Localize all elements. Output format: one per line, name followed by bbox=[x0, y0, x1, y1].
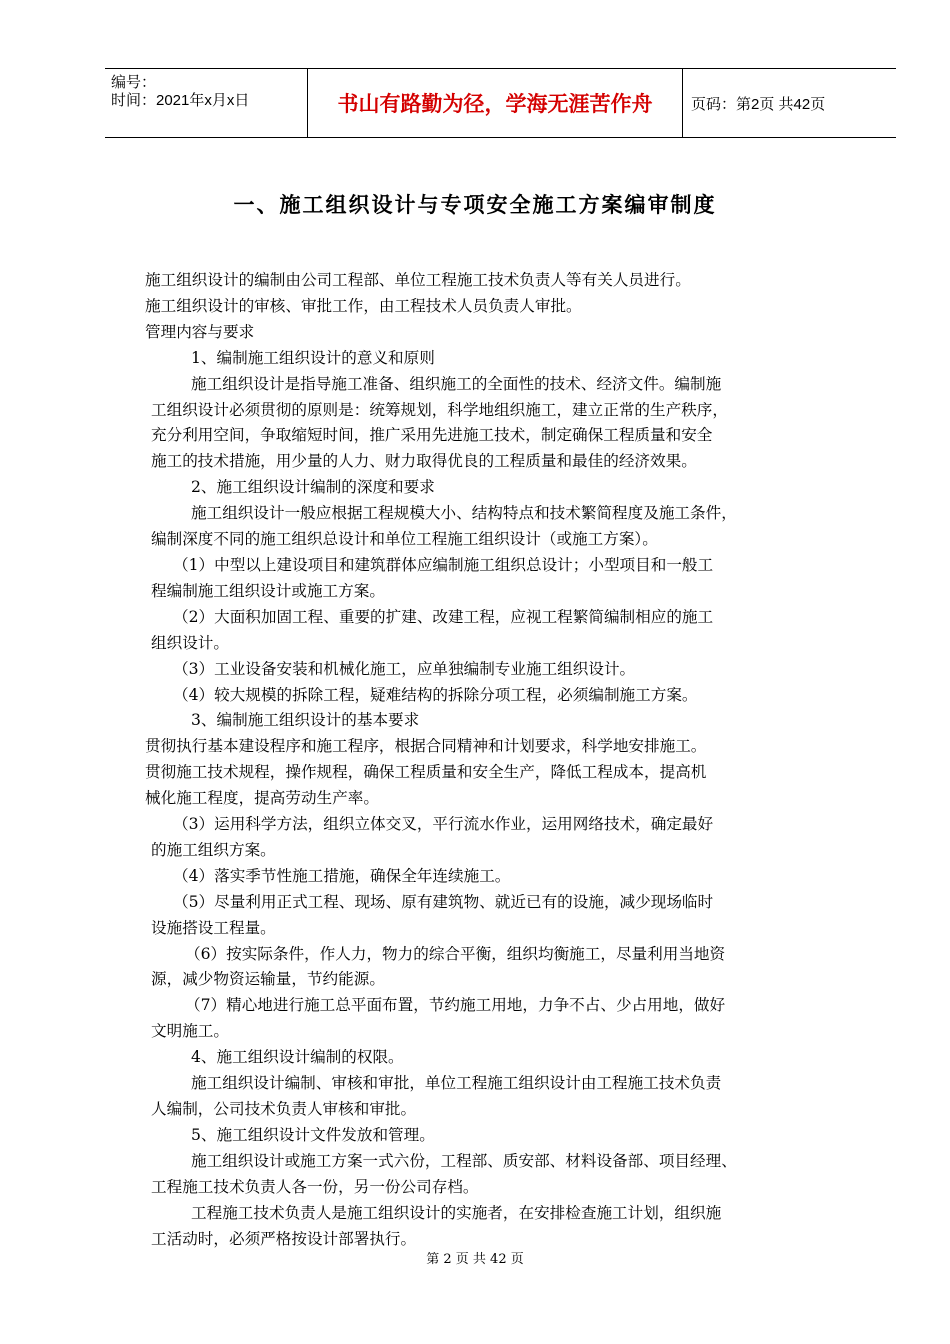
document-body bbox=[145, 268, 857, 1252]
body-line: （5）尽量利用正式工程、现场、原有建筑物、就近已有的设施，减少现场临时 bbox=[173, 892, 714, 911]
body-line: 工组织设计必须贯彻的原则是：统筹规划，科学地组织施工，建立正常的生产秩序， bbox=[151, 400, 728, 419]
body-line: 1、编制施工组织设计的意义和原则 bbox=[191, 348, 435, 367]
body-line: （1）中型以上建设项目和建筑群体应编制施工组织总设计；小型项目和一般工 bbox=[173, 555, 714, 574]
body-line: 4、施工组织设计编制的权限。 bbox=[191, 1048, 404, 1067]
body-line: （4）较大规模的拆除工程，疑难结构的拆除分项工程，必须编制施工方案。 bbox=[173, 685, 698, 704]
body-line: 的施工组织方案。 bbox=[151, 840, 276, 859]
body-line: 程编制施工组织设计或施工方案。 bbox=[151, 581, 385, 600]
body-line: （7）精心地进行施工总平面布置，节约施工用地，力争不占、少占用地，做好 bbox=[185, 996, 726, 1015]
body-line: 源，减少物资运输量，节约能源。 bbox=[151, 970, 385, 989]
body-line: 2、施工组织设计编制的深度和要求 bbox=[191, 478, 435, 497]
body-line: 贯彻执行基本建设程序和施工程序，根据合同精神和计划要求，科学地安排施工。 bbox=[145, 737, 707, 756]
body-line: 工程施工技术负责人是施工组织设计的实施者，在安排检查施工计划，组织施 bbox=[191, 1203, 722, 1222]
header-motto: 书山有路勤为径，学海无涯苦作舟 bbox=[308, 69, 683, 137]
body-line: （6）按实际条件，作人力，物力的综合平衡，组织均衡施工，尽量利用当地资 bbox=[185, 944, 726, 963]
time-label: 时间：2021年x月x日 bbox=[111, 92, 250, 109]
body-line: （4）落实季节性施工措施，确保全年连续施工。 bbox=[173, 866, 511, 885]
body-line: 工活动时，必须严格按设计部署执行。 bbox=[151, 1229, 417, 1248]
page-title: 一、施工组织设计与专项安全施工方案编审制度 bbox=[233, 193, 717, 217]
body-line: 3、编制施工组织设计的基本要求 bbox=[191, 711, 420, 730]
body-line: 施工组织设计是指导施工准备、组织施工的全面性的技术、经济文件。编制施 bbox=[191, 374, 722, 393]
body-line: （2）大面积加固工程、重要的扩建、改建工程，应视工程繁简编制相应的施工 bbox=[173, 607, 714, 626]
body-line: 施工组织设计编制、审核和审批，单位工程施工组织设计由工程施工技术负责 bbox=[191, 1074, 722, 1093]
header-meta bbox=[105, 69, 308, 137]
body-line: 充分利用空间，争取缩短时间，推广采用先进施工技术，制定确保工程质量和安全 bbox=[151, 426, 713, 445]
page-header bbox=[105, 68, 896, 138]
body-line: （3）运用科学方法，组织立体交叉，平行流水作业，运用网络技术，确定最好 bbox=[173, 815, 714, 834]
body-line: 施工组织设计的审核、审批工作，由工程技术人员负责人审批。 bbox=[145, 296, 582, 315]
body-line: 械化施工程度，提高劳动生产率。 bbox=[145, 789, 379, 808]
body-line: 设施搭设工程量。 bbox=[151, 918, 276, 937]
page-footer: 第 2 页 共 42 页 bbox=[426, 1252, 524, 1267]
body-line: 组织设计。 bbox=[151, 633, 229, 652]
body-line: 文明施工。 bbox=[151, 1022, 229, 1041]
body-line: 工程施工技术负责人各一份，另一份公司存档。 bbox=[151, 1177, 479, 1196]
number-label: 编号： bbox=[111, 74, 157, 91]
body-line: 施工的技术措施，用少量的人力、财力取得优良的工程质量和最佳的经济效果。 bbox=[151, 452, 697, 471]
body-line: （3）工业设备安装和机械化施工，应单独编制专业施工组织设计。 bbox=[173, 659, 636, 678]
body-line: 5、施工组织设计文件发放和管理。 bbox=[191, 1125, 435, 1144]
body-line: 编制深度不同的施工组织总设计和单位工程施工组织设计（或施工方案）。 bbox=[151, 530, 658, 549]
body-line: 管理内容与要求 bbox=[145, 322, 255, 341]
body-line: 贯彻施工技术规程，操作规程，确保工程质量和安全生产，降低工程成本，提高机 bbox=[145, 763, 707, 782]
body-line: 施工组织设计一般应根据工程规模大小、结构特点和技术繁简程度及施工条件， bbox=[191, 504, 737, 523]
body-line: 施工组织设计或施工方案一式六份，工程部、质安部、材料设备部、项目经理、 bbox=[191, 1151, 737, 1170]
header-page-label: 页码：第2页 共42页 bbox=[691, 95, 826, 113]
body-line: 人编制，公司技术负责人审核和审批。 bbox=[151, 1100, 417, 1118]
body-line: 施工组织设计的编制由公司工程部、单位工程施工技术负责人等有关人员进行。 bbox=[145, 271, 691, 289]
